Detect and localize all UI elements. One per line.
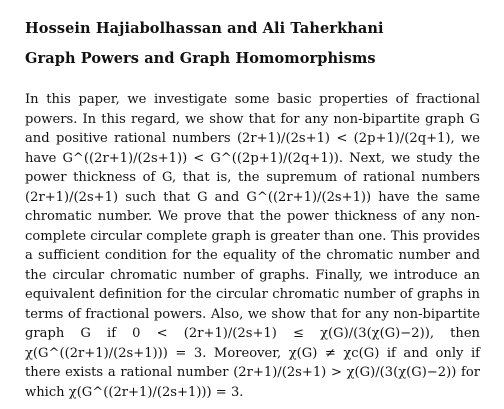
paper-title: Graph Powers and Graph Homomorphisms: [25, 50, 376, 67]
abstract-text: In this paper, we investigate some basic properties of fractional powers. In this regard, we show that for any non-bipartite graph G and positive rational numbers (2r+1)/(2s+1) < (2p+1)/(2q+1), we have G^((2r+1)/(2s+1)) < G^((2p+1)/(2q+1)). Next, we study the power thickness of G, that is, the supremum of rational numbers (2r+1)/(2s+1) such that G and G^((2r+1)/(2s+1)) have the same chromatic number. We prove that the power thickness of any non-complete circular complete graph is greater than one. This provides a sufficient condition for the equality of the chromatic number and the circular chromatic number of graphs. Finally, we introduce an equivalent definition for the circular chromatic number of graphs in terms of fractional powers. Also, we show that for any non-bipartite graph G if 0 < (2r+1)/(2s+1) ≤ χ(G)/(3(χ(G)−2)), then χ(G^((2r+1)/(2s+1))) = 3. Moreover, χ(G) ≠ χc(G) if and only if there exists a rational number (2r+1)/(2s+1) > χ(G)/(3(χ(G)−2)) for which χ(G^((2r+1)/(2s+1))) = 3.: [25, 92, 480, 400]
paper-page: [25, 16, 480, 402]
author-line: Hossein Hajiabolhassan and Ali Taherkhani: [25, 20, 384, 37]
